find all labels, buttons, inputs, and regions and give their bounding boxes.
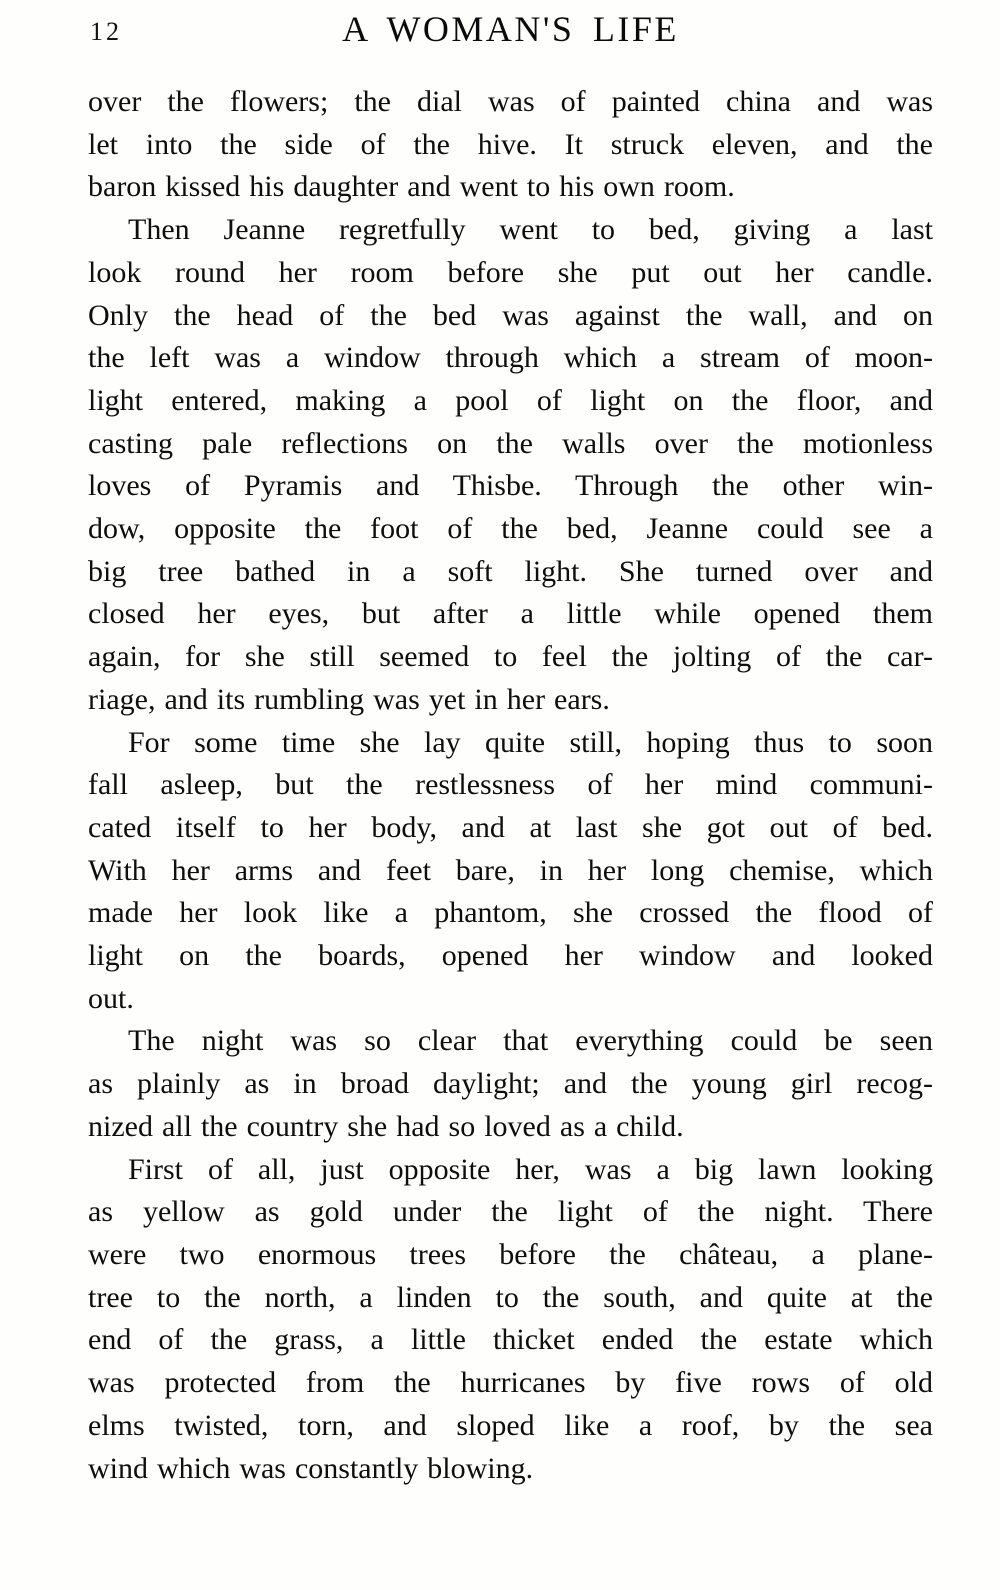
- page-header: [88, 8, 933, 54]
- text-line: riage, and its rumbling was yet in her ears.: [88, 682, 610, 716]
- text-line: nized all the country she had so loved as a child.: [88, 1109, 684, 1143]
- text-line: First of all, just opposite her, was a big lawn looking: [128, 1152, 933, 1186]
- text-line: made her look like a phantom, she crossed the flood of: [88, 896, 933, 930]
- text-line: closed her eyes, but after a little while opened them: [88, 597, 933, 631]
- paragraph: [88, 1020, 933, 1148]
- text-line: dow, opposite the foot of the bed, Jeanne could see a: [88, 512, 933, 546]
- text-line: tree to the north, a linden to the south, and quite at the: [88, 1280, 933, 1314]
- text-line: as yellow as gold under the light of the night. There: [88, 1195, 933, 1229]
- text-line: let into the side of the hive. It struck eleven, and the: [88, 127, 933, 161]
- text-line: fall asleep, but the restlessness of her mind communi-: [88, 768, 933, 802]
- text-line: out.: [88, 981, 134, 1015]
- text-line: light entered, making a pool of light on the floor, and: [88, 383, 933, 417]
- paragraph: [88, 209, 933, 721]
- text-line: With her arms and feet bare, in her long chemise, which: [88, 853, 933, 887]
- text-line: cated itself to her body, and at last she got out of bed.: [88, 810, 933, 844]
- running-title: A WOMAN'S LIFE: [342, 9, 679, 49]
- text-line: as plainly as in broad daylight; and the young girl recog-: [88, 1067, 933, 1101]
- page-number: 12: [90, 17, 122, 46]
- text-line: Only the head of the bed was against the wall, and on: [88, 298, 933, 332]
- text-line: was protected from the hurricanes by five rows of old: [88, 1366, 933, 1400]
- text-line: end of the grass, a little thicket ended the estate which: [88, 1323, 933, 1357]
- text-line: For some time she lay quite still, hoping thus to soon: [128, 725, 933, 759]
- text-line: baron kissed his daughter and went to his own room.: [88, 170, 735, 204]
- text-line: wind which was constantly blowing.: [88, 1451, 534, 1485]
- paragraph: [88, 722, 933, 1021]
- text-line: again, for she still seemed to feel the jolting of the car-: [88, 640, 933, 674]
- text-line: casting pale reflections on the walls over the motionless: [88, 426, 933, 460]
- text-line: were two enormous trees before the château, a plane-: [88, 1237, 933, 1271]
- text-line: elms twisted, torn, and sloped like a roof, by the sea: [88, 1408, 933, 1442]
- text-line: big tree bathed in a soft light. She turned over and: [88, 554, 933, 588]
- text-line: the left was a window through which a stream of moon-: [88, 341, 933, 375]
- text-line: over the flowers; the dial was of painted china and was: [88, 85, 933, 118]
- text-line: The night was so clear that everything could be seen: [128, 1024, 933, 1058]
- text-line: loves of Pyramis and Thisbe. Through the other win-: [88, 469, 933, 503]
- body-text: [88, 81, 933, 1490]
- paragraph: [88, 1149, 933, 1491]
- text-line: look round her room before she put out her candle.: [88, 255, 933, 289]
- text-line: Then Jeanne regretfully went to bed, giving a last: [128, 213, 933, 247]
- paragraph: [88, 81, 933, 209]
- text-line: light on the boards, opened her window and looked: [88, 939, 933, 973]
